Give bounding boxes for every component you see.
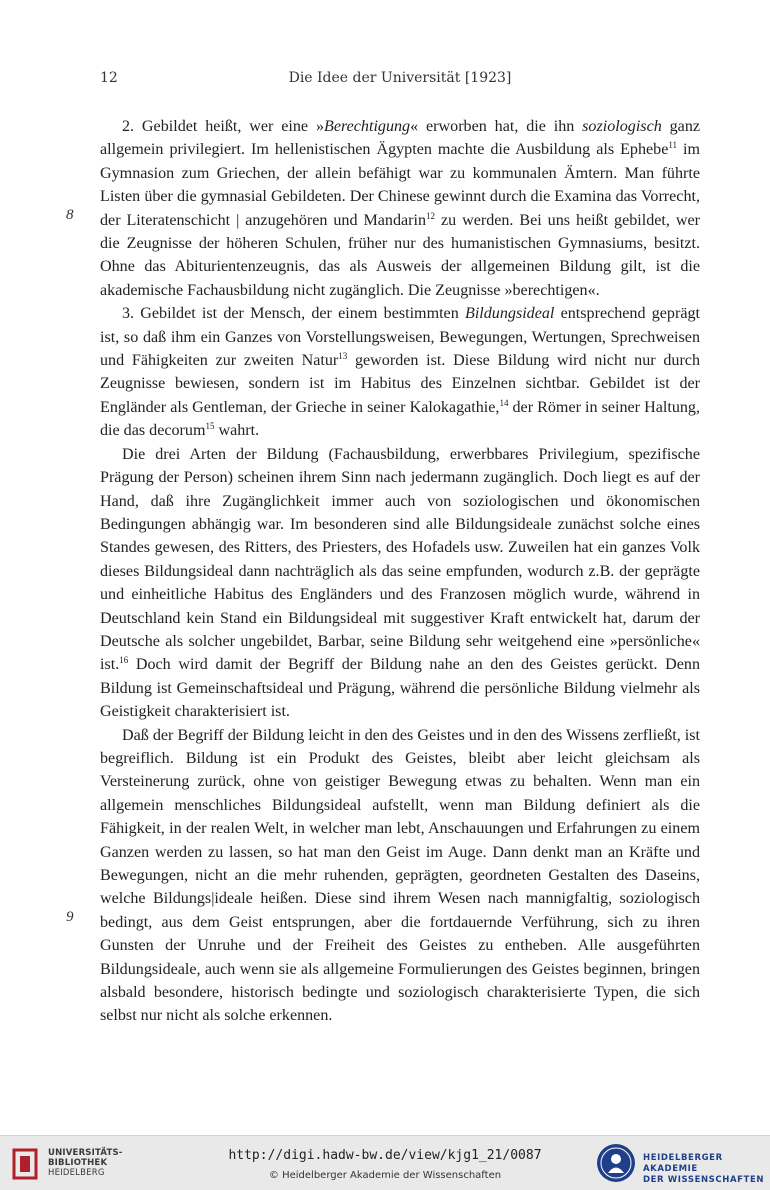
running-header [100,70,700,92]
paragraph: Die drei Arten der Bildung (Fachausbildung, erwerbbares Privilegium, spezifische Prägung der Person) scheinen ihrem Sinn nach jedermann zugänglich. Doch liegt es auf der Hand, daß ihre Zugänglichkeit immer auch von soziologischen und ökonomischen Bedingungen abhängig war. Im besonderen sind alle Bildungsideale zunächst solche eines Standes gewesen, des Ritters, des Priesters, des Hofadels usw. Zuweilen hat ein ganzes Volk dieses Bildungsideal dann nachträglich als das seine empfunden, wodurch z.B. der geprägte und einheitliche Habitus des Engländers und des Franzosen möglich wurde, während in Deutschland kein Stand ein Bildungsideal mit suggestiver Kraft entwickelt hat, darum der Deutsche als solcher ungebildet, Barbar, seine Bildung sehr weitgehend eine »persönliche« ist.$^{16}$ Doch wird damit der Begriff der Bildung nahe an den des Geistes gerückt. Denn Bildung ist Gemeinschaftsideal und Prägung, während die persönliche Bildung vielmehr als Geistigkeit charakterisiert ist. [100,445,700,721]
footnote-ref: 16 [119,655,129,666]
page-number: 12 [100,70,118,86]
footnote-ref: 12 [426,210,436,221]
emphasis: Berechtigung [324,118,411,135]
university-library-name: UNIVERSITÄTS- BIBLIOTHEK HEIDELBERG [48,1148,123,1178]
paragraph: 2. Gebildet heißt, wer eine »Berechtigung« erworben hat, die ihn soziologisch ganz allgemein privilegiert. Im hellenistischen Ägypten machte die Ausbildung als Ephebe$^{11}$ im Gymnasion zum Griechen, der allein befähigt war zu kommunalen Ämtern. Man führte Listen über die gymnasial Gebildeten. Der Chinese gewinnt durch die Examina das Vorrecht, der Literatenschicht | anzugehören und Mandarin$^{12}$ zu werden. Bei uns heißt gebildet, wer die Zeugnisse der höheren Schulen, früher nur des humanistischen Gymnasiums, besitzt. Ohne das Abiturientenzeugnis, das als Ausweis der allgemeinen Bildung gilt, ist die akademische Fachausbildung nicht zugänglich. Die Zeugnisse »berechtigen«. [100,118,701,299]
margin-page-marker: 9 [66,909,74,925]
footnote-ref: 14 [499,397,509,408]
permalink-url[interactable]: http://digi.hadw-bw.de/view/kjg1_21/0087 [228,1148,542,1163]
emphasis: soziologisch [582,118,662,135]
margin-page-marker: 8 [66,207,74,223]
footnote-ref: 11 [668,140,678,151]
copyright-notice: © Heidelberger Akademie der Wissenschaften [268,1170,502,1181]
paragraph: Daß der Begriff der Bildung leicht in den des Geistes und in den des Wissens zerfließt, ist begreiflich. Bildung ist ein Produkt des Geistes, bleibt aber leicht gleichsam als Versteinerung zurück, ohne von geistiger Bewegung etwas zu behalten. Wenn man ein allgemein menschliches Bildungsideal aufstellt, wenn man Bildung definiert als die Fähigkeit, in der realen Welt, in welcher man lebt, Anschauungen und Erfahrungen zu einem Ganzen werden zu lassen, so hat man den Geist im Auge. Dann denkt man an Kräfte und Bewegungen, nicht an die mehr ruhenden, geprägten, geordneten Gestalten des Daseins, welche Bildungs|ideale heißen. Diese sind ihrem Wesen nach mannigfaltig, soziologisch bedingt, aus dem Geist entsprungen, aber die fortdauernde Verführung, sich zu ihren Gunsten der Unruhe und der Freiheit des Geistes zu entheben. Alle ausgeführten Bildungsideale, auch wenn sie als allgemeine Formulierungen des Geistes beginnen, bringen alsbald besondere, historisch bedingte und soziologisch charakterisierte Typen, die sich selbst nur nicht als solche erkennen. [100,726,700,1025]
footnote-ref: 13 [338,351,348,362]
footnote-ref: 15 [205,421,215,432]
academy-seal-icon[interactable] [595,1142,637,1184]
emphasis: Bildungsideal [464,305,555,323]
body-text [100,115,700,1028]
running-title: Die Idee der Universität [1923] [288,70,512,86]
viewer-footer [0,1135,770,1190]
academy-name: HEIDELBERGER AKADEMIE DER WISSENSCHAFTEN [643,1153,765,1185]
paragraph: 3. Gebildet ist der Mensch, der einem bestimmten Bildungsideal entsprechend geprägt ist, so daß ihm ein Ganzes von Vorstellungsweisen, Bewegungen, Wertungen, Sprechweisen und Fähigkeiten zur zweiten Natur$^{13}$ geworden ist. Diese Bildung wird nicht nur durch Zeugnisse bewiesen, sondern ist im Habitus des Einzelnen sichtbar. Gebildet ist der Engländer als Gentleman, der Grieche in seiner Kalokagathie,$^{14}$ der Römer in seiner Haltung, die das decorum$^{15}$ wahrt. [100,305,700,440]
